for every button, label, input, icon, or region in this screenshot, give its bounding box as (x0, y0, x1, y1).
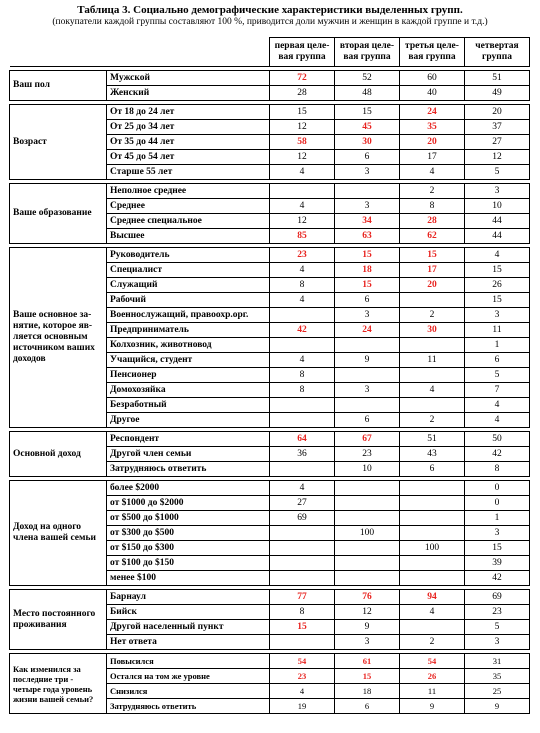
value-cell: 15 (465, 541, 530, 556)
answer-label: Учащийся, студент (107, 353, 270, 368)
answer-label: Высшее (107, 229, 270, 244)
value-cell: 12 (465, 150, 530, 165)
answer-label: От 45 до 54 лет (107, 150, 270, 165)
value-cell: 6 (335, 293, 400, 308)
value-cell: 0 (465, 496, 530, 511)
answer-label: Пенсионер (107, 368, 270, 383)
table-row (10, 590, 530, 605)
value-cell: 17 (400, 150, 465, 165)
value-cell: 100 (400, 541, 465, 556)
value-cell: 94 (400, 590, 465, 605)
answer-label: Бийск (107, 605, 270, 620)
value-cell: 43 (400, 447, 465, 462)
value-cell: 3 (465, 526, 530, 541)
table-row (10, 71, 530, 86)
answer-label: Колхозник, животновод (107, 338, 270, 353)
value-cell: 4 (270, 165, 335, 180)
column-header: первая целе-вая группа (270, 38, 335, 67)
value-cell: 23 (270, 248, 335, 263)
value-cell: 85 (270, 229, 335, 244)
answer-label: Предприниматель (107, 323, 270, 338)
value-cell: 8 (270, 278, 335, 293)
answer-label: Неполное среднее (107, 184, 270, 199)
value-cell: 35 (465, 669, 530, 684)
value-cell: 15 (270, 105, 335, 120)
value-cell: 9 (335, 620, 400, 635)
answer-label: От 18 до 24 лет (107, 105, 270, 120)
value-cell: 11 (400, 684, 465, 699)
table-row (10, 105, 530, 120)
value-cell: 25 (465, 684, 530, 699)
value-cell: 8 (400, 199, 465, 214)
answer-label: Старше 55 лет (107, 165, 270, 180)
table-row (10, 248, 530, 263)
header-corner (10, 38, 270, 67)
value-cell (270, 556, 335, 571)
answer-label: Мужской (107, 71, 270, 86)
value-cell: 3 (465, 635, 530, 650)
value-cell: 42 (465, 571, 530, 586)
question-label: Основной доход (10, 432, 107, 477)
value-cell: 26 (465, 278, 530, 293)
answer-label: Затрудняюсь ответить (107, 462, 270, 477)
answer-label: Респондент (107, 432, 270, 447)
answer-label: Руководитель (107, 248, 270, 263)
question-label: Доход на одного члена вашей семьи (10, 481, 107, 586)
value-cell (400, 338, 465, 353)
value-cell (270, 398, 335, 413)
value-cell: 24 (335, 323, 400, 338)
table-row (10, 481, 530, 496)
value-cell: 20 (465, 105, 530, 120)
value-cell: 5 (465, 620, 530, 635)
value-cell: 42 (270, 323, 335, 338)
value-cell: 49 (465, 86, 530, 101)
answer-label: Домохозяйка (107, 383, 270, 398)
question-label: Место постоянного проживания (10, 590, 107, 650)
value-cell (400, 620, 465, 635)
value-cell (335, 184, 400, 199)
value-cell: 18 (335, 263, 400, 278)
value-cell: 69 (270, 511, 335, 526)
value-cell: 4 (270, 353, 335, 368)
value-cell: 15 (335, 105, 400, 120)
value-cell: 15 (270, 620, 335, 635)
answer-label: Среднее (107, 199, 270, 214)
value-cell: 100 (335, 526, 400, 541)
answer-label: более $2000 (107, 481, 270, 496)
answer-label: От 25 до 34 лет (107, 120, 270, 135)
value-cell: 64 (270, 432, 335, 447)
value-cell: 30 (400, 323, 465, 338)
value-cell (335, 338, 400, 353)
value-cell: 34 (335, 214, 400, 229)
value-cell: 77 (270, 590, 335, 605)
value-cell: 3 (465, 184, 530, 199)
value-cell: 3 (335, 199, 400, 214)
value-cell (270, 526, 335, 541)
value-cell: 72 (270, 71, 335, 86)
value-cell: 76 (335, 590, 400, 605)
answer-label: от $500 до $1000 (107, 511, 270, 526)
column-header: третья целе-вая группа (400, 38, 465, 67)
value-cell (400, 511, 465, 526)
value-cell: 11 (465, 323, 530, 338)
question-label: Ваше образование (10, 184, 107, 244)
value-cell: 6 (335, 413, 400, 428)
value-cell: 51 (465, 71, 530, 86)
value-cell: 3 (335, 383, 400, 398)
value-cell: 44 (465, 229, 530, 244)
value-cell (400, 368, 465, 383)
answer-label: От 35 до 44 лет (107, 135, 270, 150)
answer-label: от $100 до $150 (107, 556, 270, 571)
table-row (10, 432, 530, 447)
answer-label: Женский (107, 86, 270, 101)
value-cell (400, 526, 465, 541)
value-cell: 4 (270, 199, 335, 214)
value-cell: 8 (270, 368, 335, 383)
value-cell: 54 (270, 654, 335, 669)
value-cell (270, 338, 335, 353)
value-cell: 0 (465, 481, 530, 496)
table-row (10, 654, 530, 669)
answer-label: от $1000 до $2000 (107, 496, 270, 511)
value-cell: 30 (335, 135, 400, 150)
value-cell: 15 (465, 293, 530, 308)
value-cell: 10 (335, 462, 400, 477)
value-cell: 17 (400, 263, 465, 278)
value-cell: 1 (465, 511, 530, 526)
value-cell: 27 (270, 496, 335, 511)
answer-label: Среднее специальное (107, 214, 270, 229)
value-cell: 8 (270, 605, 335, 620)
value-cell: 4 (270, 481, 335, 496)
value-cell (400, 496, 465, 511)
value-cell (335, 368, 400, 383)
value-cell: 3 (335, 308, 400, 323)
value-cell (335, 571, 400, 586)
value-cell: 3 (465, 308, 530, 323)
value-cell (400, 481, 465, 496)
question-label: Как изменился за последние три - четыре года уровень жизни вашей семьи? (10, 654, 107, 714)
value-cell: 48 (335, 86, 400, 101)
answer-label: Барнаул (107, 590, 270, 605)
value-cell: 15 (400, 248, 465, 263)
value-cell: 4 (465, 248, 530, 263)
value-cell (270, 462, 335, 477)
value-cell: 36 (270, 447, 335, 462)
answer-label: Рабочий (107, 293, 270, 308)
value-cell (335, 556, 400, 571)
answer-label: Другой населенный пункт (107, 620, 270, 635)
value-cell: 4 (465, 413, 530, 428)
answer-label: Повысился (107, 654, 270, 669)
value-cell: 6 (465, 353, 530, 368)
value-cell: 44 (465, 214, 530, 229)
value-cell: 2 (400, 413, 465, 428)
answer-label: Нет ответа (107, 635, 270, 650)
answer-label: менее $100 (107, 571, 270, 586)
value-cell: 20 (400, 278, 465, 293)
value-cell: 8 (270, 383, 335, 398)
value-cell: 1 (465, 338, 530, 353)
value-cell: 9 (465, 699, 530, 714)
value-cell: 15 (335, 669, 400, 684)
value-cell: 27 (465, 135, 530, 150)
value-cell: 5 (465, 368, 530, 383)
value-cell: 10 (465, 199, 530, 214)
value-cell: 4 (270, 263, 335, 278)
value-cell: 15 (465, 263, 530, 278)
value-cell: 24 (400, 105, 465, 120)
value-cell (335, 541, 400, 556)
value-cell: 42 (465, 447, 530, 462)
value-cell: 23 (465, 605, 530, 620)
value-cell: 15 (335, 248, 400, 263)
value-cell: 9 (335, 353, 400, 368)
value-cell: 4 (400, 383, 465, 398)
header-row (10, 38, 530, 67)
value-cell: 3 (335, 165, 400, 180)
question-label: Ваш пол (10, 71, 107, 101)
value-cell: 31 (465, 654, 530, 669)
value-cell (400, 556, 465, 571)
value-cell: 52 (335, 71, 400, 86)
answer-label: Военнослужащий, правоохр.орг. (107, 308, 270, 323)
value-cell (270, 635, 335, 650)
value-cell: 37 (465, 120, 530, 135)
value-cell: 26 (400, 669, 465, 684)
question-label: Возраст (10, 105, 107, 180)
answer-label: от $300 до $500 (107, 526, 270, 541)
value-cell (270, 541, 335, 556)
value-cell: 39 (465, 556, 530, 571)
column-header: вторая целе-вая группа (335, 38, 400, 67)
answer-label: Безработный (107, 398, 270, 413)
value-cell: 4 (400, 165, 465, 180)
value-cell: 23 (270, 669, 335, 684)
answer-label: Специалист (107, 263, 270, 278)
value-cell: 2 (400, 184, 465, 199)
value-cell: 50 (465, 432, 530, 447)
value-cell: 12 (270, 214, 335, 229)
value-cell (335, 481, 400, 496)
question-label: Ваше основное за-нятие, которое яв-ляется основным источником ваших доходов (10, 248, 107, 428)
value-cell: 67 (335, 432, 400, 447)
answer-label: Другое (107, 413, 270, 428)
value-cell: 5 (465, 165, 530, 180)
value-cell: 60 (400, 71, 465, 86)
value-cell: 3 (335, 635, 400, 650)
value-cell: 19 (270, 699, 335, 714)
value-cell (335, 511, 400, 526)
value-cell: 28 (270, 86, 335, 101)
value-cell (270, 184, 335, 199)
value-cell: 28 (400, 214, 465, 229)
value-cell: 12 (270, 150, 335, 165)
value-cell: 20 (400, 135, 465, 150)
answer-label: Служащий (107, 278, 270, 293)
value-cell: 4 (270, 293, 335, 308)
value-cell: 61 (335, 654, 400, 669)
value-cell: 11 (400, 353, 465, 368)
value-cell: 9 (400, 699, 465, 714)
value-cell: 6 (335, 150, 400, 165)
value-cell (400, 571, 465, 586)
value-cell: 12 (335, 605, 400, 620)
value-cell: 69 (465, 590, 530, 605)
value-cell: 40 (400, 86, 465, 101)
value-cell: 6 (335, 699, 400, 714)
value-cell (400, 398, 465, 413)
value-cell: 2 (400, 308, 465, 323)
table-subtitle: (покупатели каждой группы составляют 100 %, приводится доли мужчин и женщин в каждой группе и т.д.) (52, 17, 488, 27)
value-cell: 4 (270, 684, 335, 699)
answer-label: Снизился (107, 684, 270, 699)
value-cell: 4 (400, 605, 465, 620)
value-cell: 7 (465, 383, 530, 398)
table-title: Таблица 3. Социально демографические характеристики выделенных групп. (77, 4, 463, 16)
value-cell (335, 398, 400, 413)
answer-label: Остался на том же уровне (107, 669, 270, 684)
value-cell: 8 (465, 462, 530, 477)
value-cell: 18 (335, 684, 400, 699)
demographics-table (9, 37, 530, 714)
value-cell: 51 (400, 432, 465, 447)
value-cell (270, 413, 335, 428)
value-cell: 4 (465, 398, 530, 413)
column-header: четвертая группа (465, 38, 530, 67)
table-row (10, 184, 530, 199)
value-cell: 23 (335, 447, 400, 462)
value-cell: 35 (400, 120, 465, 135)
value-cell: 54 (400, 654, 465, 669)
answer-label: Другой член семьи (107, 447, 270, 462)
value-cell (400, 293, 465, 308)
answer-label: Затрудняюсь ответить (107, 699, 270, 714)
value-cell: 63 (335, 229, 400, 244)
value-cell: 62 (400, 229, 465, 244)
value-cell (270, 308, 335, 323)
value-cell (270, 571, 335, 586)
value-cell: 45 (335, 120, 400, 135)
value-cell: 6 (400, 462, 465, 477)
value-cell: 12 (270, 120, 335, 135)
value-cell: 58 (270, 135, 335, 150)
value-cell: 2 (400, 635, 465, 650)
value-cell: 15 (335, 278, 400, 293)
answer-label: от $150 до $300 (107, 541, 270, 556)
value-cell (335, 496, 400, 511)
